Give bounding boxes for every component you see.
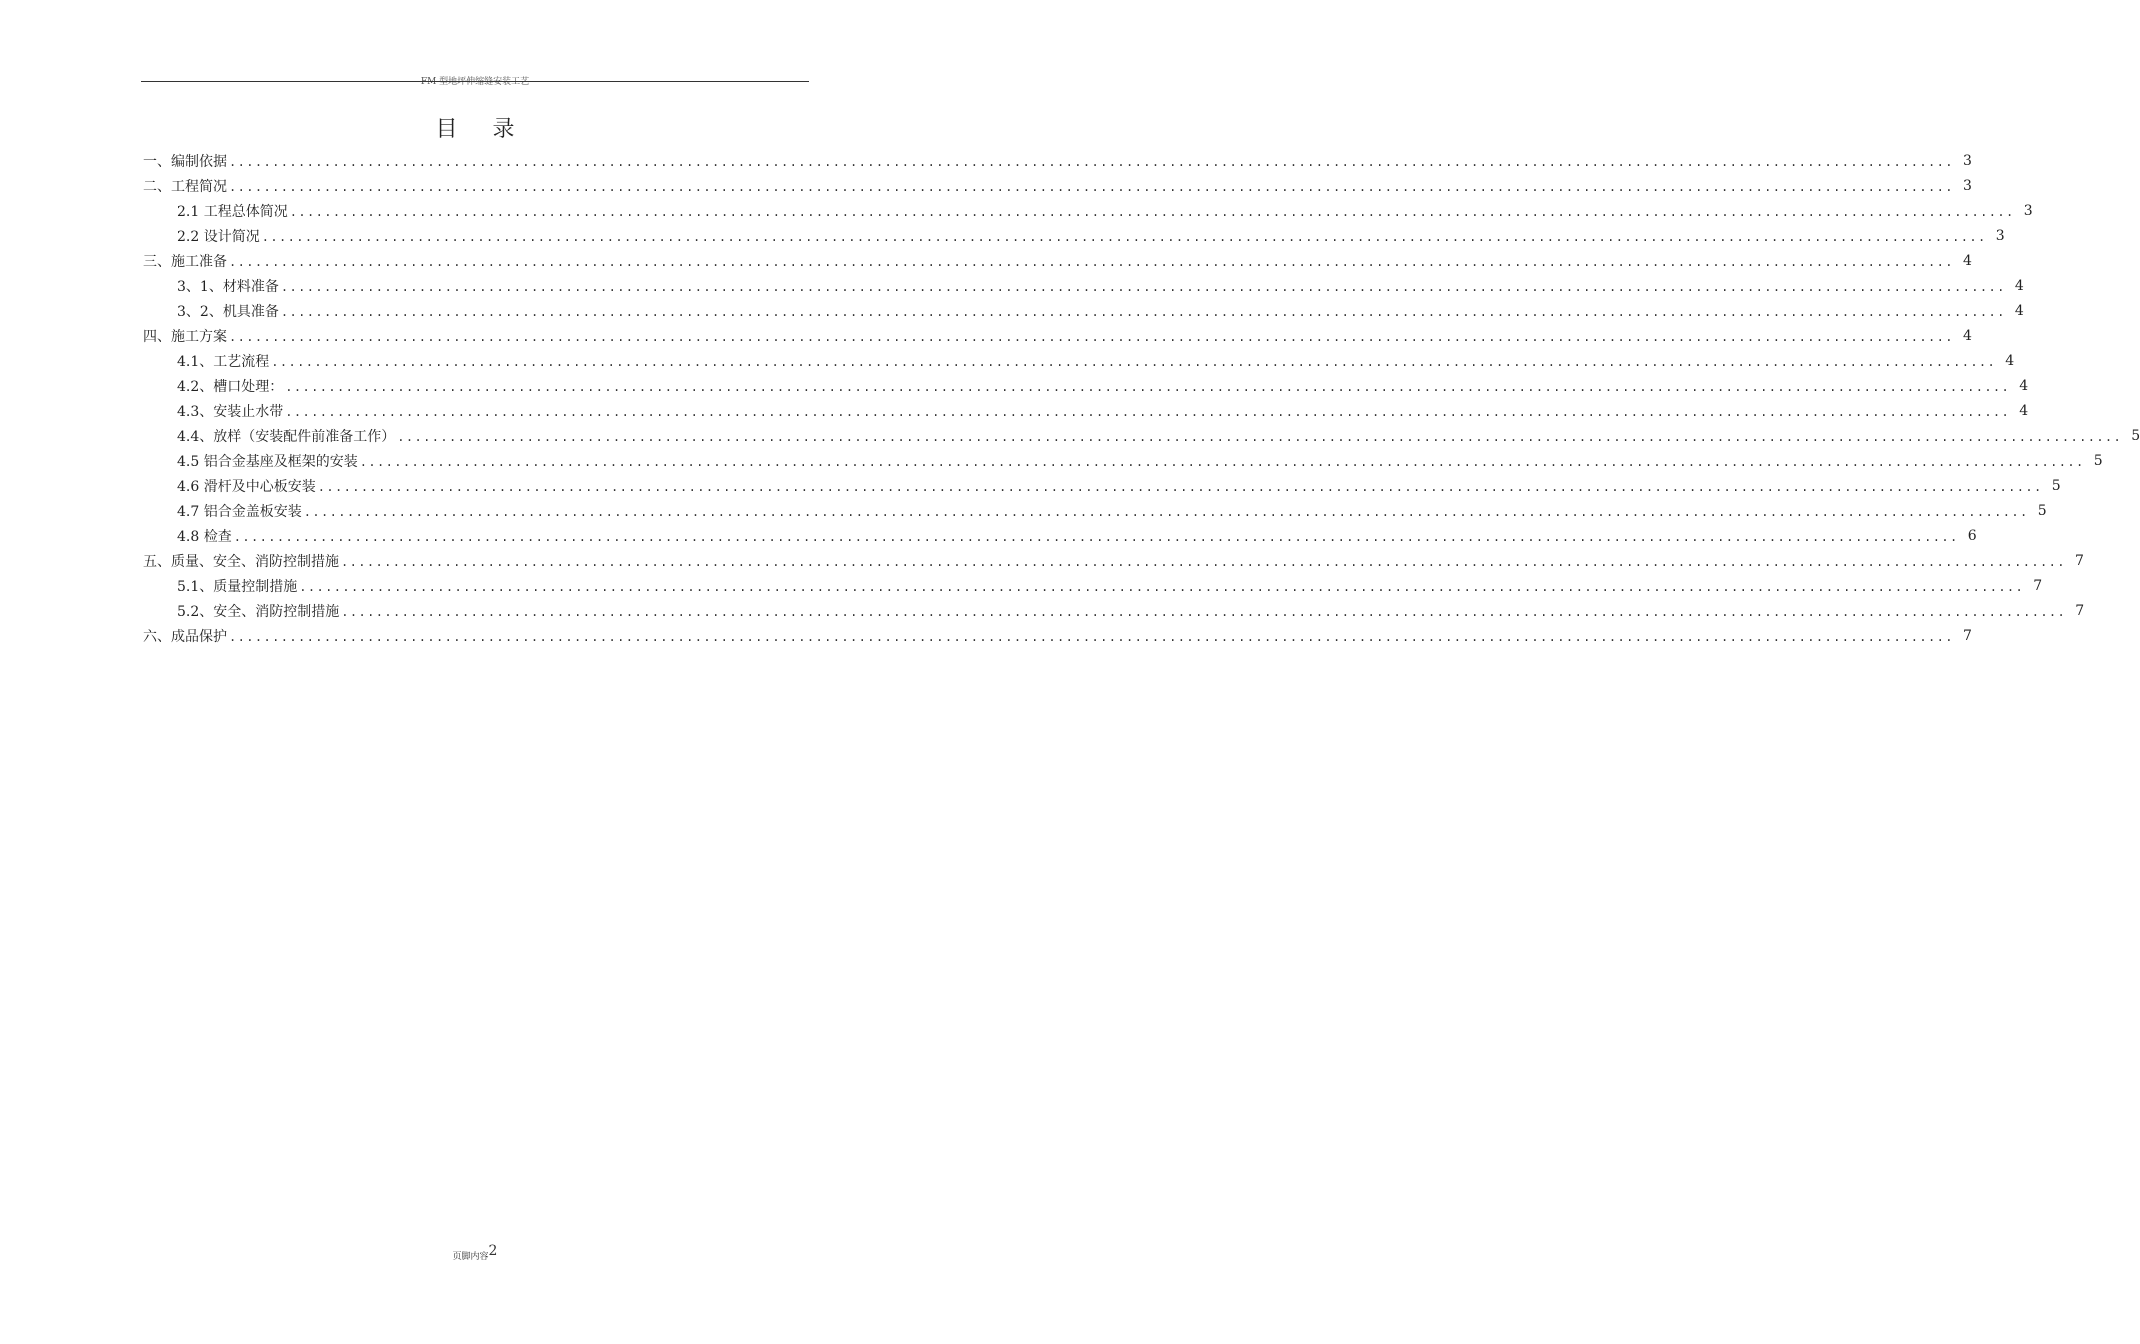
toc-entry-label: 四、施工方案 (143, 328, 227, 345)
toc-entry[interactable] (143, 373, 2029, 398)
toc-entry[interactable] (143, 148, 1972, 173)
toc-entry-label: 三、施工准备 (143, 253, 227, 270)
toc-entry[interactable] (143, 348, 2015, 373)
toc-dot-leader: ........................................................................................................................................................................................................ (341, 555, 2066, 569)
toc-dot-leader: ........................................................................................................................................................................................................ (285, 405, 2011, 419)
toc-entry-label: 4.2、槽口处理： (177, 378, 284, 395)
toc-entry-page: 5 (2131, 427, 2140, 444)
toc-dot-leader: ........................................................................................................................................................................................................ (229, 255, 1954, 269)
toc-entry[interactable] (143, 573, 2043, 598)
toc-entry-page: 4 (2005, 352, 2015, 369)
toc-entry-page: 4 (2019, 402, 2029, 419)
toc-dot-leader: ........................................................................................................................................................................................................ (261, 230, 1987, 244)
toc-entry-label: 二、工程简况 (143, 178, 227, 195)
toc-dot-leader: ........................................................................................................................................................................................................ (285, 380, 2011, 394)
toc-entry-page: 4 (2014, 277, 2024, 294)
footer-page-number: 2 (488, 1243, 498, 1259)
toc-entry[interactable] (143, 598, 2085, 623)
toc-entry-label: 4.6 滑杆及中心板安装 (177, 478, 316, 495)
toc-entry-page: 4 (1963, 252, 1972, 269)
page-header-text: FM 型地坪伸缩缝安装工艺 (420, 77, 530, 87)
toc-entry-page: 3 (1995, 227, 2005, 244)
toc-dot-leader: ........................................................................................................................................................................................................ (317, 480, 2043, 494)
toc-dot-leader: ........................................................................................................................................................................................................ (397, 430, 2123, 444)
toc-entry-page: 3 (2023, 202, 2033, 219)
toc-dot-leader: ........................................................................................................................................................................................................ (233, 530, 1959, 544)
toc-dot-leader: ........................................................................................................................................................................................................ (341, 605, 2067, 619)
toc-entry[interactable] (143, 448, 2103, 473)
toc-entry[interactable] (143, 198, 2033, 223)
toc-entry[interactable] (143, 623, 1972, 648)
toc-entry[interactable] (143, 473, 2061, 498)
toc-entry-page: 7 (2033, 577, 2043, 594)
toc-dot-leader: ........................................................................................................................................................................................................ (303, 505, 2029, 519)
toc-entry-page: 3 (1963, 177, 1972, 194)
toc-title: 目 录 (435, 117, 529, 142)
footer-label: 页脚内容 (452, 1252, 489, 1262)
toc-dot-leader: ........................................................................................................................................................................................................ (299, 580, 2025, 594)
table-of-contents (143, 148, 2140, 648)
toc-entry[interactable] (143, 323, 1972, 348)
toc-dot-leader: ........................................................................................................................................................................................................ (289, 205, 2015, 219)
toc-entry-page: 5 (2051, 477, 2061, 494)
toc-entry[interactable] (143, 398, 2029, 423)
toc-dot-leader: ........................................................................................................................................................................................................ (280, 280, 2006, 294)
toc-dot-leader: ........................................................................................................................................................................................................ (359, 455, 2085, 469)
toc-entry-page: 7 (2075, 602, 2085, 619)
toc-entry-page: 6 (1967, 527, 1977, 544)
toc-entry-label: 4.7 铝合金盖板安装 (177, 503, 302, 520)
toc-dot-leader: ........................................................................................................................................................................................................ (229, 155, 1954, 169)
toc-entry-label: 3、2、机具准备 (177, 303, 279, 320)
toc-entry[interactable] (143, 548, 2084, 573)
toc-entry[interactable] (143, 298, 2024, 323)
toc-entry-page: 7 (1963, 627, 1972, 644)
toc-entry-label: 3、1、材料准备 (177, 278, 279, 295)
toc-entry-page: 7 (2075, 552, 2084, 569)
toc-entry-page: 4 (2014, 302, 2024, 319)
toc-entry-page: 4 (1963, 327, 1972, 344)
toc-entry[interactable] (143, 223, 2005, 248)
toc-entry-label: 4.4、放样（安装配件前准备工作） (177, 428, 396, 445)
header-divider (141, 81, 809, 82)
toc-entry[interactable] (143, 173, 1972, 198)
toc-entry-label: 5.1、质量控制措施 (177, 578, 298, 595)
toc-dot-leader: ........................................................................................................................................................................................................ (271, 355, 1997, 369)
toc-entry-label: 4.3、安装止水带 (177, 403, 284, 420)
toc-entry-page: 5 (2093, 452, 2103, 469)
toc-entry-label: 2.1 工程总体简况 (177, 203, 288, 220)
toc-dot-leader: ........................................................................................................................................................................................................ (229, 330, 1954, 344)
toc-entry[interactable] (143, 523, 1977, 548)
toc-entry-page: 5 (2037, 502, 2047, 519)
toc-entry-page: 3 (1963, 152, 1972, 169)
toc-dot-leader: ........................................................................................................................................................................................................ (229, 180, 1954, 194)
toc-entry-label: 五、质量、安全、消防控制措施 (143, 553, 339, 570)
toc-entry-label: 4.1、工艺流程 (177, 353, 270, 370)
toc-entry-label: 六、成品保护 (143, 628, 227, 645)
toc-entry-label: 2.2 设计简况 (177, 228, 260, 245)
toc-entry-page: 4 (2019, 377, 2029, 394)
toc-entry-label: 4.5 铝合金基座及框架的安装 (177, 453, 358, 470)
toc-entry-label: 4.8 检查 (177, 528, 232, 545)
toc-entry-label: 5.2、安全、消防控制措施 (177, 603, 340, 620)
toc-entry[interactable] (143, 273, 2024, 298)
toc-entry-label: 一、编制依据 (143, 153, 227, 170)
toc-entry[interactable] (143, 248, 1972, 273)
toc-entry[interactable] (143, 423, 2140, 448)
toc-entry[interactable] (143, 498, 2047, 523)
toc-dot-leader: ........................................................................................................................................................................................................ (280, 305, 2006, 319)
page-footer (0, 1244, 950, 1263)
toc-dot-leader: ........................................................................................................................................................................................................ (229, 630, 1954, 644)
